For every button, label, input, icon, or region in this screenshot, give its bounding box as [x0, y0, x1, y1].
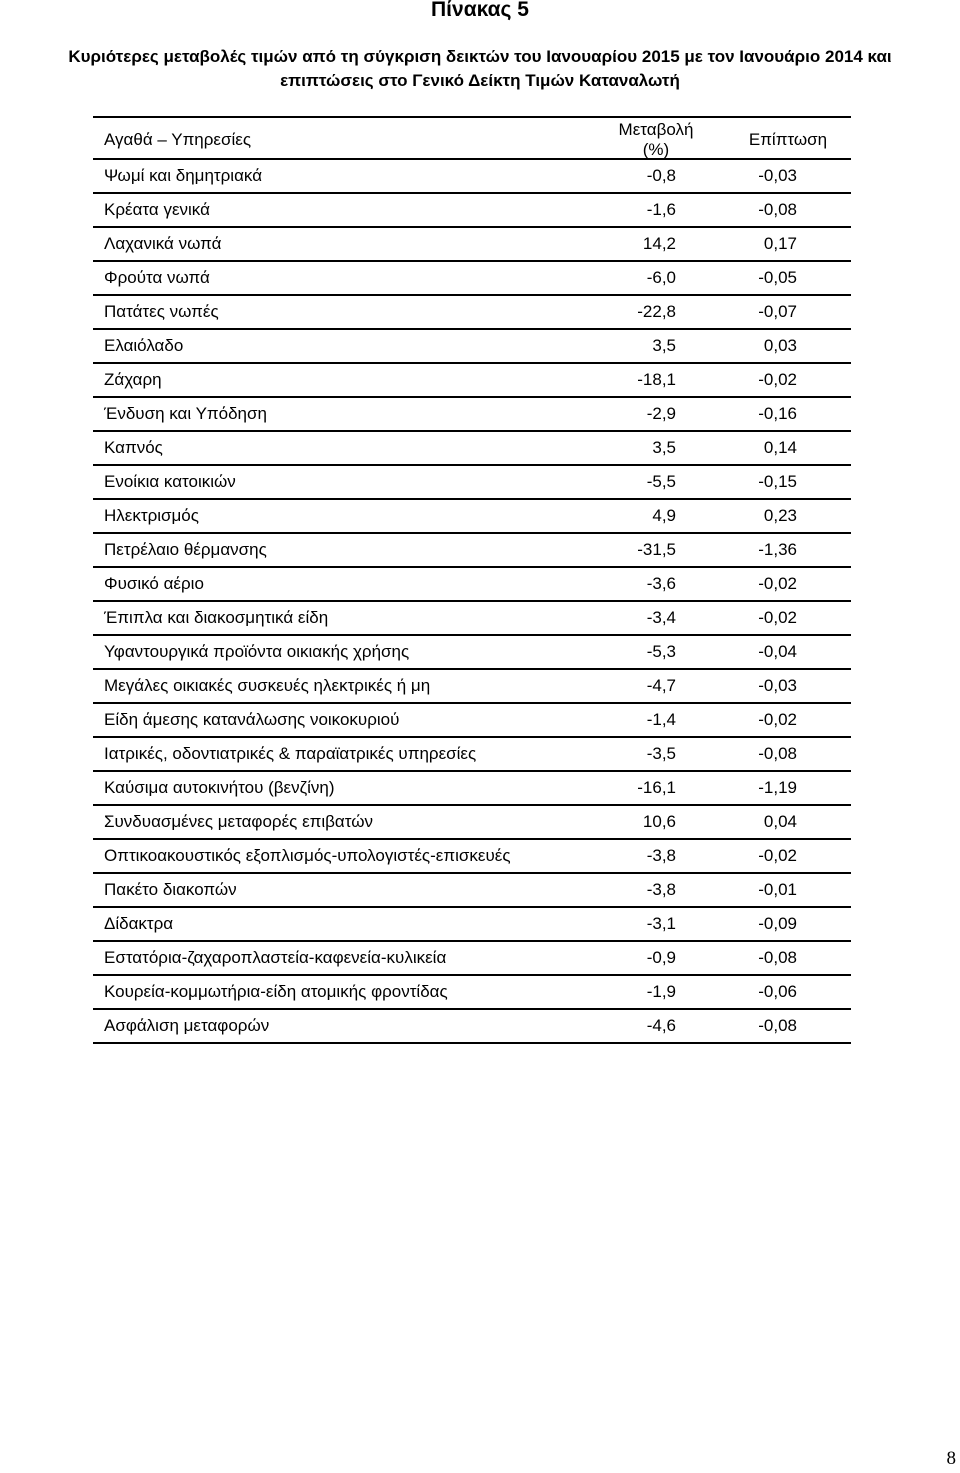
row-change: -2,9: [646, 404, 676, 423]
header-item: Αγαθά – Υπηρεσίες: [104, 130, 252, 149]
row-name: Εστατόρια-ζαχαροπλαστεία-καφενεία-κυλικεία: [104, 948, 447, 967]
subtitle-line-2: επιπτώσεις στο Γενικό Δείκτη Τιμών Καταναλωτή: [280, 71, 680, 90]
table-subtitle: [0, 45, 960, 93]
table-row: [93, 670, 851, 704]
row-impact: 0,14: [763, 438, 797, 457]
row-change: 3,5: [652, 336, 676, 355]
row-change: -0,9: [646, 948, 676, 967]
table-row: [93, 738, 851, 772]
row-impact: -1,36: [758, 540, 797, 559]
table-row: [93, 534, 851, 568]
table-row: [93, 296, 851, 330]
table-row: [93, 432, 851, 466]
row-impact: -0,02: [758, 710, 797, 729]
table-row: [93, 228, 851, 262]
row-change: 14,2: [642, 234, 676, 253]
row-name: Είδη άμεσης κατανάλωσης νοικοκυριού: [104, 710, 400, 729]
table-row: [93, 160, 851, 194]
header-change-line-1: Μεταβολή: [618, 120, 694, 139]
table-row: [93, 976, 851, 1010]
row-change: -22,8: [637, 302, 676, 321]
table-row: [93, 908, 851, 942]
row-change: 4,9: [652, 506, 676, 525]
table-row: [93, 364, 851, 398]
row-change: -18,1: [637, 370, 676, 389]
row-name: Καύσιμα αυτοκινήτου (βενζίνη): [104, 778, 335, 797]
row-impact: -0,02: [758, 846, 797, 865]
table-row: [93, 636, 851, 670]
row-name: Δίδακτρα: [104, 914, 174, 933]
row-change: -0,8: [646, 166, 676, 185]
row-impact: -0,08: [758, 1016, 797, 1035]
row-name: Ψωμί και δημητριακά: [104, 166, 263, 185]
table-row: [93, 602, 851, 636]
row-impact: -0,09: [758, 914, 797, 933]
row-name: Ένδυση και Υπόδηση: [104, 404, 267, 423]
row-change: -3,8: [646, 846, 676, 865]
subtitle-line-1: Κυριότερες μεταβολές τιμών από τη σύγκριση δεικτών του Ιανουαρίου 2015 με τον Ιανουάριο 2014 και: [68, 47, 892, 66]
price-changes-table: [93, 116, 851, 1044]
row-name: Συνδυασμένες μεταφορές επιβατών: [104, 812, 374, 831]
row-change: -5,5: [646, 472, 676, 491]
row-impact: 0,04: [763, 812, 797, 831]
row-impact: -0,04: [758, 642, 797, 661]
row-impact: -0,08: [758, 200, 797, 219]
table-row: [93, 806, 851, 840]
table-row: [93, 466, 851, 500]
row-name: Φυσικό αέριο: [104, 574, 204, 593]
row-impact: -0,07: [758, 302, 797, 321]
table-row: [93, 398, 851, 432]
row-impact: -0,01: [758, 880, 797, 899]
row-change: -1,4: [646, 710, 676, 729]
row-impact: -0,02: [758, 370, 797, 389]
row-name: Λαχανικά νωπά: [104, 234, 222, 253]
row-change: -5,3: [646, 642, 676, 661]
table-body: [93, 160, 851, 1042]
table-title: Πίνακας 5: [431, 0, 529, 21]
row-impact: -0,15: [758, 472, 797, 491]
row-name: Κρέατα γενικά: [104, 200, 210, 219]
row-change: -3,8: [646, 880, 676, 899]
row-change: -1,6: [646, 200, 676, 219]
row-change: 3,5: [652, 438, 676, 457]
row-name: Ζάχαρη: [104, 370, 162, 389]
row-name: Ηλεκτρισμός: [104, 506, 199, 525]
header-impact: Επίπτωση: [748, 130, 828, 149]
row-name: Κουρεία-κομμωτήρια-είδη ατομικής φροντίδας: [104, 982, 448, 1001]
table-row: [93, 330, 851, 364]
row-name: Μεγάλες οικιακές συσκευές ηλεκτρικές ή μη: [104, 676, 431, 695]
row-impact: -0,08: [758, 948, 797, 967]
table-row: [93, 942, 851, 976]
table-row: [93, 194, 851, 228]
row-change: -6,0: [646, 268, 676, 287]
row-change: 10,6: [642, 812, 676, 831]
row-impact: 0,17: [763, 234, 797, 253]
row-change: -3,6: [646, 574, 676, 593]
row-name: Ενοίκια κατοικιών: [104, 472, 236, 491]
row-impact: -0,03: [758, 166, 797, 185]
page-number: 8: [946, 1448, 956, 1469]
row-change: -4,6: [646, 1016, 676, 1035]
row-impact: -0,03: [758, 676, 797, 695]
row-change: -3,4: [646, 608, 676, 627]
row-name: Ιατρικές, οδοντιατρικές & παραϊατρικές υπηρεσίες: [104, 744, 477, 763]
row-name: Ασφάλιση μεταφορών: [104, 1016, 270, 1035]
row-impact: -1,19: [758, 778, 797, 797]
table-row: [93, 1010, 851, 1042]
table-row: [93, 704, 851, 738]
row-name: Ελαιόλαδο: [104, 336, 184, 355]
row-change: -3,1: [646, 914, 676, 933]
header-change-line-2: (%): [642, 140, 670, 159]
row-name: Φρούτα νωπά: [104, 268, 210, 287]
row-impact: -0,05: [758, 268, 797, 287]
table-row: [93, 568, 851, 602]
row-change: -31,5: [637, 540, 676, 559]
table-row: [93, 772, 851, 806]
row-impact: 0,03: [763, 336, 797, 355]
row-impact: -0,06: [758, 982, 797, 1001]
header-change: [612, 120, 700, 160]
table-header: [93, 118, 851, 160]
row-impact: -0,02: [758, 574, 797, 593]
row-impact: -0,08: [758, 744, 797, 763]
row-name: Πατάτες νωπές: [104, 302, 219, 321]
table-row: [93, 874, 851, 908]
table-row: [93, 500, 851, 534]
row-change: -3,5: [646, 744, 676, 763]
row-name: Πετρέλαιο θέρμανσης: [104, 540, 267, 559]
row-name: Πακέτο διακοπών: [104, 880, 237, 899]
row-impact: -0,16: [758, 404, 797, 423]
row-change: -1,9: [646, 982, 676, 1001]
row-name: Καπνός: [104, 438, 163, 457]
row-change: -4,7: [646, 676, 676, 695]
table-row: [93, 262, 851, 296]
row-change: -16,1: [637, 778, 676, 797]
row-name: Έπιπλα και διακοσμητικά είδη: [104, 608, 329, 627]
row-impact: 0,23: [763, 506, 797, 525]
row-impact: -0,02: [758, 608, 797, 627]
table-row: [93, 840, 851, 874]
row-name: Υφαντουργικά προϊόντα οικιακής χρήσης: [104, 642, 410, 661]
row-name: Οπτικοακουστικός εξοπλισμός-υπολογιστές-επισκευές: [104, 846, 511, 865]
